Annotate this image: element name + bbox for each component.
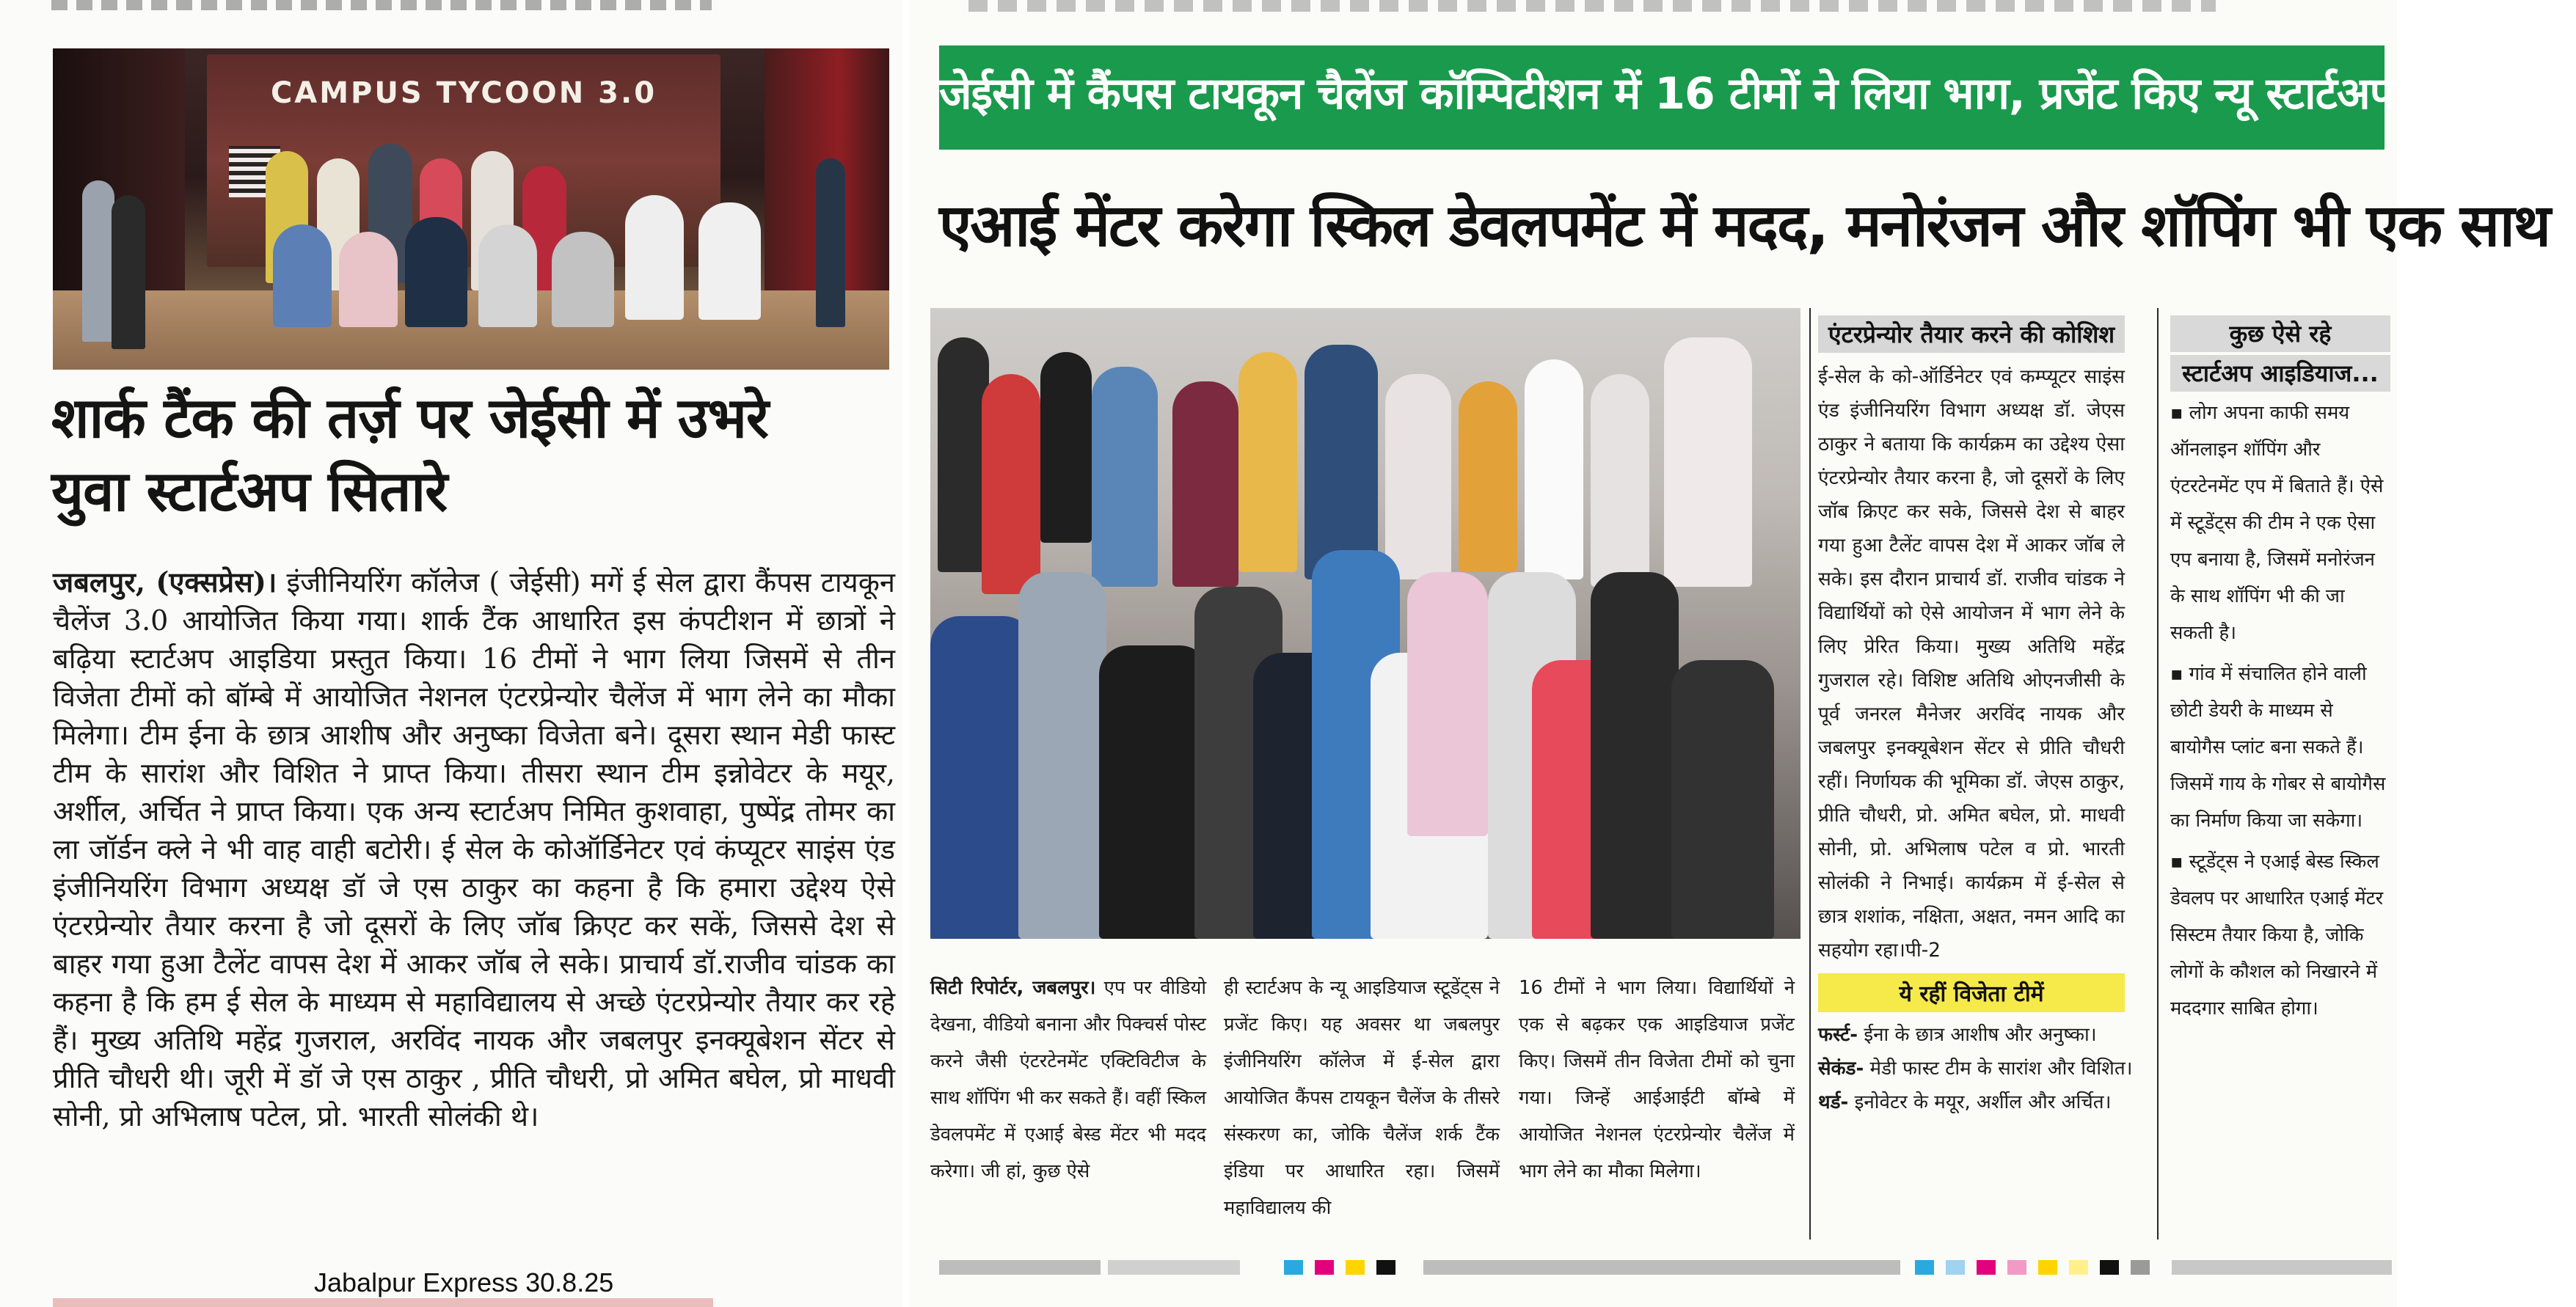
column-rule (2157, 308, 2159, 1240)
magenta-mark (1977, 1260, 1996, 1275)
person-silhouette (1172, 381, 1238, 587)
reporter-credit: सिटी रिपोर्टर, जबलपुर। (930, 977, 1096, 999)
light-yellow-mark (2069, 1260, 2088, 1275)
cyan-mark (1915, 1260, 1934, 1275)
light-cyan-mark (1946, 1260, 1965, 1275)
black-mark (1376, 1260, 1395, 1275)
left-dateline: जबलपुर, (एक्सप्रेस)। (53, 565, 277, 598)
ideas-heading-line1: कुछ ऐसे रहे (2170, 315, 2390, 352)
person-silhouette (478, 224, 537, 327)
person-silhouette (1385, 374, 1451, 579)
yellow-mark (1346, 1260, 1365, 1275)
main-headline: एआई मेंटर करेगा स्किल डेवलपमेंट में मदद, मनोरंजन और शॉपिंग भी एक साथ (939, 191, 2550, 260)
print-color-bar (939, 1260, 2392, 1275)
left-newspaper-clipping (0, 0, 902, 1307)
person-silhouette (339, 232, 398, 327)
person-silhouette (1305, 345, 1378, 579)
bullet-icon: ▪ (2170, 663, 2183, 685)
bottom-article-column-2 (1224, 970, 1500, 1226)
person-silhouette (1671, 660, 1774, 939)
person-silhouette (405, 217, 467, 327)
magenta-mark (1315, 1260, 1334, 1275)
source-caption: Jabalpur Express 30.8.25 (314, 1267, 614, 1297)
person-silhouette (1099, 645, 1209, 939)
person-silhouette (1459, 381, 1517, 572)
column-rule (1809, 308, 1811, 1240)
campus-tycoon-group-photo (53, 48, 889, 370)
ideas-heading (2170, 315, 2390, 392)
gray-mark (1423, 1260, 1900, 1275)
cut-text-strip-top (968, 0, 2216, 12)
bottom-col3-text: 16 टीमों ने भाग लिया। विद्यार्थियों ने एक से बढ़कर एक आइडियाज प्रजेंट किए। जिसमें तीन विजेता टीमों को चुना गया। जिन्हें आईआईटी बॉम्बे में आयोजित नेशनल एंटरप्रेन्योर चैलेंज में भाग लेने का मौका मिलेगा। (1519, 977, 1795, 1182)
light-magenta-mark (2007, 1260, 2026, 1275)
left-headline-line2: युवा स्टार्टअप सितारे (51, 458, 448, 524)
person-silhouette (1092, 367, 1158, 587)
cut-strip-bottom (53, 1298, 713, 1307)
left-article-body (53, 563, 895, 1135)
bottom-article-column-3 (1519, 970, 1795, 1190)
person-silhouette (625, 195, 684, 320)
green-banner (939, 45, 2576, 150)
winner-label: फर्स्ट- (1818, 1024, 1858, 1046)
person-silhouette (82, 180, 114, 342)
person-silhouette (1664, 337, 1752, 587)
person-silhouette (698, 202, 761, 320)
winner-text: इनोवेटर के मयूर, अर्शील और अर्चित। (1854, 1091, 2112, 1113)
side-heading: एंटरप्रेन्योर तैयार करने की कोशिश (1818, 315, 2125, 353)
person-silhouette (552, 232, 614, 327)
winner-first (1818, 1018, 2125, 1052)
gray-mark (939, 1260, 1101, 1275)
bottom-col2-text: ही स्टार्टअप के न्यू आइडियाज स्टूडेंट्स ने प्रजेंट किए। यह अवसर था जबलपुर इंजीनियरिंग कॉलेज में ई-सेल द्वारा आयोजित कैंपस टायकून चैलेंज के तीसरे संस्करण का, जोकि चैलेंज शर्क टैंक इंडिया पर आधारित रहा। जिसमें महाविद्यालय की (1224, 977, 1500, 1219)
bullet-icon: ▪ (2170, 851, 2183, 873)
person-silhouette (816, 158, 845, 327)
side-text: ई-सेल के को-ऑर्डिनेटर एवं कम्प्यूटर साइंस एंड इंजीनियरिंग विभाग अध्यक्ष डॉ. जेएस ठाकुर ने बताया कि कार्यक्रम का उद्देश्य ऐसा एंटरप्रेन्योर तैयार करना है, जो दूसरों के लिए जॉब क्रिएट कर सके, जिससे देश से बाहर गया हुआ टैलेंट वापस देश में आकर जॉब ले सके। इस दौरान प्राचार्य डॉ. राजीव चांडक ने विद्यार्थियों को ऐसे आयोजन में भाग लेने के लिए प्रेरित किया। मुख्य अतिथि महेंद्र गुजराल रहे। विशिष्ट अतिथि ओएनजीसी के पूर्व जनरल मैनेजर अरविंद नायक और जबलपुर इनक्यूबेशन सेंटर से प्रीति चौधरी रहीं। निर्णायक की भूमिका डॉ. जेएस ठाकुर, प्रीति चौधरी, प्रो. अमित बघेल, प्रो. माधवी सोनी, प्रो. अभिलाष पटेल व प्रो. भारती सोलंकी ने निभाई। कार्यक्रम में ई-सेल से छात्र शशांक, नक्षिता, अक्षत, नमन आदि का सहयोग रहा।पी-2 (1818, 365, 2125, 962)
winner-label: सेकंड- (1818, 1058, 1864, 1080)
stage-floor (53, 290, 889, 370)
person-silhouette (930, 616, 1033, 939)
yellow-mark (2038, 1260, 2057, 1275)
idea-text: स्टूडेंट्स ने एआई बेस्ड स्किल डेवलप पर आधारित एआई मेंटर सिस्टम तैयार किया है, जोकि लोगों के कौशल को निखारने में मददगार साबित होगा। (2170, 851, 2384, 1019)
left-headline-line1: शार्क टैंक की तर्ज़ पर जेईसी में उभरे (51, 385, 769, 450)
students-group-photo (930, 308, 1800, 939)
right-newspaper-clipping (910, 0, 2576, 1307)
winners-heading: ये रहीं विजेता टीमें (1818, 973, 2125, 1012)
idea-text: गांव में संचालित होने वाली छोटी डेयरी के माध्यम से बायोगैस प्लांट बना सकते हैं। जिसमें गाय के गोबर से बायोगैस का निर्माण किया जा सकेगा। (2170, 663, 2386, 832)
person-silhouette (273, 224, 332, 327)
bottom-article-column-1 (930, 970, 1206, 1190)
idea-text: लोग अपना काफी समय ऑनलाइन शॉपिंग और एंटरटेनमेंट एप में बिताते हैं। ऐसे में स्टूडेंट्स की टीम ने एक ऐसा एप बनाया है, जिसमें मनोरंजन के साथ शॉपिंग भी की जा सकती है। (2170, 402, 2384, 644)
bottom-col1-text: एप पर वीडियो देखना, वीडियो बनाना और पिक्चर्स पोस्ट करने जैसी एंटरटेनमेंट एक्टिविटीज के साथ शॉपिंग भी कर सकते हैं। वहीं स्किल डेवलपमेंट में एआई बेस्ड मेंटर भी मदद करेगा। जी हां, कुछ ऐसे (930, 977, 1206, 1182)
gray-mark (2172, 1260, 2392, 1275)
person-silhouette (1591, 374, 1649, 587)
winner-text: ईना के छात्र आशीष और अनुष्का। (1864, 1024, 2097, 1046)
idea-item (2170, 843, 2390, 1027)
side-column-ideas (2170, 315, 2390, 1031)
person-silhouette (1591, 572, 1679, 939)
winner-text: मेडी फास्ट टीम के सारांश और विशित। (1869, 1058, 2133, 1080)
gray-mark (1108, 1260, 1240, 1275)
bullet-icon: ▪ (2170, 402, 2183, 424)
person-silhouette (1407, 572, 1488, 836)
person-silhouette (112, 195, 145, 349)
person-silhouette (1018, 572, 1106, 939)
screen-title: CAMPUS TYCOON 3.0 (270, 76, 657, 110)
cyan-mark (1284, 1260, 1303, 1275)
black-mark (2100, 1260, 2119, 1275)
side-column-entrepreneur (1818, 315, 2133, 1119)
winner-third (1818, 1085, 2125, 1119)
left-body-text: इंजीनियरिंग कॉलेज ( जेईसी) मगें ई सेल द्वारा कैंपस टायकून चैलेंज 3.0 आयोजित किया गया। शार्क टैंक आधारित इस कंपटीशन में छात्रों ने बढ़िया स्टार्टअप आइडिया प्रस्तुत किया। 16 टीमों ने भाग लिया जिसमें से तीन विजेता टीमों को बॉम्बे में आयोजित नेशनल एंटरप्रेन्योर चैलेंज में भाग लेने का मौका मिलेगा। टीम ईना के छात्र आशीष और अनुष्का विजेता बने। दूसरा स्थान मेडी फास्ट टीम के सारांश और विशित ने प्राप्त किया। तीसरा स्थान टीम इन्नोवेटर के मयूर, अर्शील, अर्चित ने प्राप्त किया। एक अन्य स्टार्टअप निमित कुशवाहा, पुष्पेंद्र तोमर का ला जॉर्डन क्ले ने भी वाह वाही बटोरी। ई सेल के कोऑर्डिनेटर एवं कंप्यूटर साइंस एंड इंजीनियरिंग विभाग अध्यक्ष डॉ जे एस ठाकुर का कहना है कि हमारा उद्देश्य ऐसे एंटरप्रेन्योर तैयार करना है जो दूसरों के लिए जॉब क्रिएट कर सकें, जिससे देश से बाहर गया हुआ टैलेंट वापस देश में आकर जॉब ले सके। प्राचार्य डॉ.राजीव चांडक का कहना है कि हम ई सेल के माध्यम से महाविद्यालय से अच्छे एंटरप्रेन्योर तैयार कर रहे हैं। मुख्य अतिथि महेंद्र गुजराल, अरविंद नायक और जबलपुर इनक्यूबेशन सेंटर से प्रीति चौधरी थी। जूरी में डॉ जे एस ठाकुर , प्रीति चौधरी, प्रो अमित बघेल, प्रो माधवी सोनी, प्रो अभिलाष पटेल, प्रो. भारती सोलंकी थे। (53, 566, 895, 1132)
ideas-heading-line2: स्टार्टअप आइडियाज... (2170, 355, 2390, 392)
left-headline (51, 381, 902, 528)
person-silhouette (1040, 352, 1092, 543)
gray-mark (2131, 1260, 2150, 1275)
banner-headline: जेईसी में कैंपस टायकून चैलेंज कॉम्पिटीशन में 16 टीमों ने लिया भाग, प्रजेंट किए न्यू स्टार्टअप आइडियाज (939, 68, 2576, 120)
person-silhouette (1525, 359, 1583, 579)
person-silhouette (982, 374, 1040, 594)
idea-item (2170, 395, 2390, 651)
winner-second (1818, 1052, 2133, 1085)
person-silhouette (1238, 352, 1297, 572)
idea-item (2170, 656, 2390, 839)
winner-label: थर्ड- (1818, 1091, 1849, 1113)
cut-text-strip-top (51, 0, 712, 10)
